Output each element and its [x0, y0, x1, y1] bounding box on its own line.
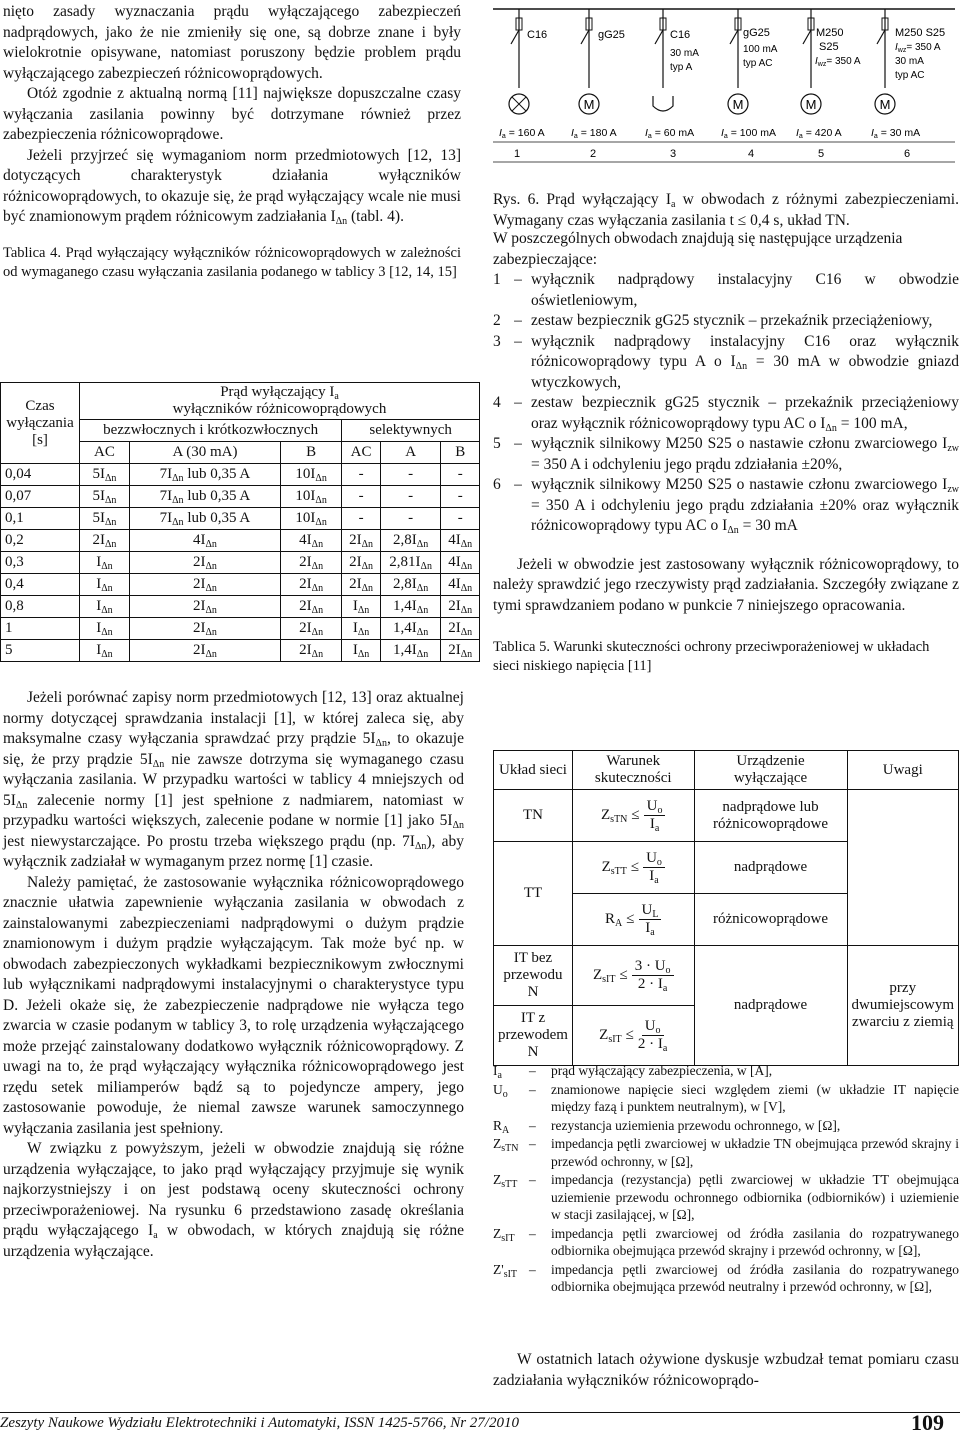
table-row — [1, 508, 480, 530]
figure-label: gG25 — [598, 29, 625, 41]
table-cell: $4I_{\Delta n}$ — [441, 574, 480, 596]
header-time: Czas wyłączania [s] — [1, 383, 80, 464]
table-cell: 1 — [1, 618, 80, 640]
table-cell: - — [441, 464, 480, 486]
table-cell: - — [380, 508, 441, 530]
figure-label: 3 — [669, 148, 677, 160]
table-cell: $I_{\Delta n}$ — [80, 552, 130, 574]
paragraph: Jeżeli przyjrzeć się wymaganiom norm przedmiotowych [12, 13] dotyczących charakterystyk działania wyłączników różnicowoprądowych, to okazuje się, że prąd wyłączający wcale nie musi być znamionowym prądem różnicowym zadziałania $I_{\Delta n}$ (tabl. 4). — [3, 146, 461, 227]
formula-ra: $R_A$ ≤ $\frac{U_L}{I_a}$ — [572, 894, 694, 946]
header-type: B — [441, 442, 480, 464]
system-tt: TT — [494, 842, 573, 946]
switch-contact — [511, 30, 519, 44]
table-cell: - — [441, 486, 480, 508]
table-cell: $7I_{\Delta n}$ lub 0,35 A — [129, 508, 280, 530]
figure-label: typ A — [670, 62, 693, 73]
figure-label: M — [583, 97, 595, 112]
table-row — [1, 530, 480, 552]
device-list — [493, 229, 959, 676]
table-5 — [493, 750, 959, 1066]
system-it-n: IT z przewodem N — [494, 1006, 573, 1066]
figure-caption: Rys. 6. Prąd wyłączający $I_a$ w obwodach z różnymi zabezpieczeniami. Wymagany czas wyłączania zasilania t ≤ 0,4 s, układ TN. — [493, 191, 959, 229]
figure-label: 100 mA — [743, 44, 778, 55]
switch-contact — [730, 30, 738, 44]
table-cell: - — [380, 464, 441, 486]
header-bezzwlocznych: bezzwłocznych i krótkozwłocznych — [80, 420, 342, 442]
table-cell: $1,4I_{\Delta n}$ — [380, 618, 441, 640]
table-cell: $5I_{\Delta n}$ — [80, 464, 130, 486]
table-cell: 0,3 — [1, 552, 80, 574]
figure-6-circuit — [493, 0, 960, 170]
left-column-bottom — [3, 688, 464, 1262]
table-cell: 0,04 — [1, 464, 80, 486]
table-cell: - — [342, 508, 381, 530]
device-tt-rcd: różnicowoprądowe — [694, 894, 847, 946]
table-cell: $2I_{\Delta n}$ — [441, 618, 480, 640]
formula-it: $Z_{sIT}$ ≤ $\frac{3 \cdot U_o}{2 \cdot I_a}$ — [572, 946, 694, 1006]
table-cell: 0,2 — [1, 530, 80, 552]
paragraph: Należy pamiętać, że zastosowanie wyłącznika różnicowoprądowego znacznie ułatwia zapewnienie wyłączania zasilania w obwodach z zainstalowanymi zabezpieczeniami nadprądowymi o dużym prądzie znamionowym i dużym prądzie wyłączającym. Tak może być np. w obwodach zabezpieczonych wykładkami bezpiecznikowym zwłocznymi lub wyłącznikami nadprądowymi instalacyjnymi o charakterystyce typu D. Jeżeli okaże się, że zabezpieczenie nadprądowe nie wyłącza tego zwarcia w czasie podanym w tablicy 3, to rolę urządzenia wyłączającego może przejąć zainstalowany dodatkowo wyłącznik różnicowoprądowy. Z uwagi na to, że prąd wyłączający wyłącznika różnicowoprądowego jest rzędu setek miliamperów bądź są to pojedyncze ampery, jego zastosowanie powoduje, że niemal zawsze warunek samoczynnego wyłączania zasilania jest spełniony. — [3, 873, 464, 1137]
table-cell: - — [380, 486, 441, 508]
figure-label: 30 mA — [670, 48, 699, 59]
system-tn: TN — [494, 790, 573, 842]
figure-label: typ AC — [743, 58, 773, 69]
list-item: 6 – wyłącznik silnikowy M250 S25 o nastawie członu zwarciowego $I_{zw} = 350$ A i odchyleniu jego prądu zdziałania ±20% oraz wyłącznik różnicowoprądowy typu AC o $I_{\Delta n} = 30$ mA — [493, 476, 959, 536]
table-cell: $I_{\Delta n}$ — [80, 574, 130, 596]
table-cell: $2,8I_{\Delta n}$ — [380, 574, 441, 596]
table-cell: $2I_{\Delta n}$ — [441, 640, 480, 662]
table5-caption: Tablica 5. Warunki skuteczności ochrony przeciwporażeniowej w układach sieci niskiego napięcia [11] — [493, 639, 930, 674]
switch-contact — [877, 30, 885, 44]
device-tt: nadprądowe — [694, 842, 847, 894]
table-cell: $10I_{\Delta n}$ — [280, 508, 341, 530]
figure-label: Ia = 180 A — [571, 127, 617, 140]
table-cell: $2I_{\Delta n}$ — [280, 596, 341, 618]
page-number: 109 — [911, 1410, 944, 1435]
figure-label: 6 — [903, 148, 911, 160]
table-cell: $I_{\Delta n}$ — [80, 596, 130, 618]
figure-label: $I_{wz}= 350$ A — [895, 42, 941, 54]
table-cell: $10I_{\Delta n}$ — [280, 486, 341, 508]
switch-contact — [655, 30, 663, 44]
figure-label: Ia = 60 mA — [645, 127, 695, 140]
legend-item: $U_o$ – znamionowe napięcie sieci względem ziemi (w układzie IT napięcie między fazą i punktem neutralnym), w [V], — [493, 1081, 959, 1114]
table-cell: 0,1 — [1, 508, 80, 530]
figure-label: M250 S25 — [895, 27, 946, 39]
figure-label: 5 — [817, 148, 825, 160]
table-cell: $2I_{\Delta n}$ — [129, 574, 280, 596]
switch-contact — [803, 30, 811, 44]
table-row — [1, 618, 480, 640]
table-row — [1, 596, 480, 618]
left-column-top — [3, 2, 461, 282]
table-cell: $2I_{\Delta n}$ — [129, 618, 280, 640]
figure-label: typ AC — [895, 70, 925, 81]
table-cell: $4I_{\Delta n}$ — [441, 530, 480, 552]
header: Warunek skuteczności — [572, 751, 694, 790]
legend-item: $Z_{sTN}$ – impedancja pętli zwarciowej w układzie TN obejmująca przewód skrajny i przewód ochronny, w [Ω], — [493, 1136, 959, 1169]
table-cell: $2I_{\Delta n}$ — [441, 596, 480, 618]
notes: przy dwumiejscowym zwarciu z ziemią — [847, 946, 958, 1066]
table-cell: 0,4 — [1, 574, 80, 596]
list-item: 3 – wyłącznik nadprądowy instalacyjny C16 oraz wyłącznik różnicowoprądowy typu A o $I_{\Delta n} = 30$ mA w obwodzie gniazd wtyczkowych, — [493, 332, 960, 391]
table-cell: $2I_{\Delta n}$ — [342, 530, 381, 552]
table-cell: $2I_{\Delta n}$ — [280, 618, 341, 640]
paragraph: W związku z powyższym, jeżeli w obwodzie znajdują się różne urządzenia wyłączające, to jako prąd wyłączający przyjmuje się wynik najkorzystniejszy i on jest podstawą oceny skuteczności ochrony przeciwporażeniowej. Na rysunku 6 przedstawiono zasadę określania prądu wyłączającego $I_a$ w obwodach, w których znajdują się różne urządzenia wyłączające. — [3, 1140, 464, 1260]
table-cell: $2I_{\Delta n}$ — [280, 552, 341, 574]
figure-label: M — [805, 97, 817, 112]
list-intro: W poszczególnych obwodach znajdują się następujące urządzenia zabezpieczające: — [493, 230, 903, 268]
formula-it-n: $Z_{sIT}$ ≤ $\frac{U_o}{2 \cdot I_a}$ — [572, 1006, 694, 1066]
list-item: 4 – zestaw bezpiecznik gG25 stycznik – przekaźnik przeciążeniowy oraz wyłącznik różnicowoprądowy typu AC o $I_{\Delta n} = 100$ mA, — [493, 394, 959, 434]
journal-footer: Zeszyty Naukowe Wydziału Elektrotechniki i Automatyki, ISSN 1425-5766, Nr 27/2010 — [0, 1415, 519, 1431]
header: Urządzenie wyłączające — [694, 751, 847, 790]
table4-caption: Tablica 4. Prąd wyłączający wyłączników różnicowoprądowych w zależności od wymaganego czasu wyłączania zasilania podanego w tablicy 3 [12, 14, 15] — [3, 244, 461, 280]
table-cell: $2I_{\Delta n}$ — [80, 530, 130, 552]
table-4 — [0, 382, 480, 662]
header: Układ sieci — [494, 751, 573, 790]
table-cell: $5I_{\Delta n}$ — [80, 486, 130, 508]
table-cell: - — [342, 486, 381, 508]
footer-rule — [0, 1412, 960, 1413]
paragraph: Jeżeli porównać zapisy norm przedmiotowych [12, 13] oraz aktualnej normy dotyczącej sprawdzania instalacji [1], w której zaleca się, aby maksymalne czasy wyłączania sprawdzać przy prądzie $5I_{\Delta n}$, to okazuje się, że przy prądzie $5I_{\Delta n}$ nie zawsze dotrzyma się wymaganego czasu wyłączania zasilania. W przypadku wartości w tablicy 4 mniejszych od $5I_{\Delta n}$ zalecenie normy [1] jest spełnione z nadmiarem, natomiast w przypadku wartości większych, zalecenie podane w normie [1] jako $5I_{\Delta n}$ jest niewystarczające. Po prostu trzeba większego prądu (np. $7I_{\Delta n}$), aby wyłącznik zadziałał w wymaganym przez normę [1] czasie. — [3, 689, 464, 870]
paragraph: Otóż zgodnie z aktualną normą [11] największe dopuszczalne czasy wyłączania zasilania powinny być dotrzymane również przez zabezpieczenia różnicowoprądowe. — [3, 85, 461, 143]
socket-icon — [653, 96, 673, 111]
table-cell: $2,8I_{\Delta n}$ — [380, 530, 441, 552]
table-cell: - — [441, 508, 480, 530]
table-row — [1, 464, 480, 486]
figure-label: M — [732, 97, 744, 112]
figure-label: Ia = 30 mA — [871, 127, 921, 140]
header-type: B — [280, 442, 341, 464]
legend-item: $Z_{sTT}$ – impedancja (rezystancja) pętli zwarciowej w układzie TT obejmująca uziemienie przewodu ochronnego odbiornika (odbiorników) i uziemienie w stacji zasilającej, w [Ω], — [493, 1172, 959, 1222]
formula-tn: $Z_{sTN}$ ≤ $\frac{U_o}{I_a}$ — [572, 790, 694, 842]
table-cell: - — [342, 464, 381, 486]
system-it: IT bez przewodu N — [494, 946, 573, 1006]
figure-label: M250 — [816, 27, 844, 39]
figure-label: 4 — [747, 148, 755, 160]
right-column-end: W ostatnich latach ożywione dyskusje wzbudzał temat pomiaru czasu zadziałania wyłączników różnicowoprądo- — [493, 1351, 959, 1389]
table-cell: 0,07 — [1, 486, 80, 508]
paragraph: nięto zasady wyznaczania prądu wyłączającego zabezpieczeń nadprądowych, jako że nie zmieniły się one, są dobrze znane i były wielokrotnie opisywane, natomiast poruszony będzie problem prądu wyłączającego zabezpieczeń różnicowoprądowych. — [3, 3, 461, 82]
table-cell: $7I_{\Delta n}$ lub 0,35 A — [129, 486, 280, 508]
table-cell: $I_{\Delta n}$ — [80, 618, 130, 640]
legend-item: $Z_{sIT}$ – impedancja pętli zwarciowej od źródła zasilania do rozpatrywanego odbiornika obejmująca przewód skrajny i przewód ochronny, w [Ω], — [493, 1225, 959, 1258]
header-selektywnych: selektywnych — [342, 420, 480, 442]
table-row — [1, 486, 480, 508]
paragraph: Jeżeli w obwodzie jest zastosowany wyłącznik różnicowoprądowy, to należy sprawdzić jego rzeczywisty prąd zadziałania. Szczegóły związane z tymi sprawdzaniem podano w punkcie 7 niniejszego opracowania. — [493, 555, 959, 614]
table-cell: $2I_{\Delta n}$ — [342, 574, 381, 596]
figure-label: $I_{wz}= 350$ A — [815, 56, 861, 68]
device-tn: nadprądowe lub różnicowoprądowe — [694, 790, 847, 842]
table-cell: $I_{\Delta n}$ — [342, 640, 381, 662]
table-cell: $2I_{\Delta n}$ — [280, 574, 341, 596]
table-cell: $2I_{\Delta n}$ — [342, 552, 381, 574]
legend-item: $R_A$ – rezystancja uziemienia przewodu ochronnego, w [Ω], — [493, 1117, 841, 1136]
table-cell: $4I_{\Delta n}$ — [441, 552, 480, 574]
table-cell: 5 — [1, 640, 80, 662]
table-cell: $4I_{\Delta n}$ — [129, 530, 280, 552]
legend — [493, 1062, 959, 1297]
figure-label: C16 — [527, 29, 548, 41]
table-cell: $7I_{\Delta n}$ lub 0,35 A — [129, 464, 280, 486]
list-item: 2 – zestaw bezpiecznik gG25 stycznik – przekaźnik przeciążeniowy, — [493, 312, 933, 329]
table-cell: $I_{\Delta n}$ — [342, 596, 381, 618]
table-cell: $2I_{\Delta n}$ — [129, 640, 280, 662]
legend-item: $I_a$ – prąd wyłączający zabezpieczenia, w [A], — [493, 1063, 773, 1081]
list-item: 5 – wyłącznik silnikowy M250 S25 o nastawie członu zwarciowego $I_{zw} = 350$ A i odchyleniu jego prądu zdziałania ±20%, — [493, 435, 959, 473]
legend-item: $Z'_{sIT}$ – impedancja pętli zwarciowej od źródła zasilania do rozpatrywanego odbiornika obejmująca przewód neutralny i przewód ochronny, w [Ω], — [493, 1261, 959, 1294]
table-cell: $I_{\Delta n}$ — [80, 640, 130, 662]
table-cell: 0,8 — [1, 596, 80, 618]
figure-label: S25 — [819, 41, 839, 53]
table-cell: $2,81I_{\Delta n}$ — [380, 552, 441, 574]
figure-label: M — [879, 97, 891, 112]
table-cell: $1,4I_{\Delta n}$ — [380, 596, 441, 618]
table-cell: $2I_{\Delta n}$ — [129, 552, 280, 574]
header: Uwagi — [847, 751, 958, 790]
figure-label: 30 mA — [895, 56, 924, 67]
header-type: A — [380, 442, 441, 464]
table-cell: $5I_{\Delta n}$ — [80, 508, 130, 530]
table-cell: $2I_{\Delta n}$ — [129, 596, 280, 618]
header-type: AC — [342, 442, 381, 464]
figure-label: Ia = 420 A — [796, 127, 842, 140]
table-cell: $I_{\Delta n}$ — [342, 618, 381, 640]
header-type: A (30 mA) — [129, 442, 280, 464]
formula-tt: $Z_{sTT}$ ≤ $\frac{U_o}{I_a}$ — [572, 842, 694, 894]
figure-label: 2 — [589, 148, 597, 160]
table-cell: $4I_{\Delta n}$ — [280, 530, 341, 552]
switch-contact — [581, 30, 589, 44]
table-cell: $10I_{\Delta n}$ — [280, 464, 341, 486]
header-type: AC — [80, 442, 130, 464]
list-item: 1 – wyłącznik nadprądowy instalacyjny C16 w obwodzie oświetleniowym, — [493, 271, 959, 309]
device-it: nadprądowe — [694, 946, 847, 1066]
figure-label: Ia = 100 mA — [721, 127, 776, 140]
header-current: Prąd wyłączający $I_a$ wyłączników różnicowoprądowych — [80, 383, 480, 420]
table-row — [1, 640, 480, 662]
figure-label: 1 — [513, 148, 521, 160]
table-row — [1, 574, 480, 596]
figure-label: gG25 — [743, 27, 770, 39]
table-row — [1, 552, 480, 574]
figure-label: Ia = 160 A — [499, 127, 545, 140]
table-cell: $2I_{\Delta n}$ — [280, 640, 341, 662]
figure-label: C16 — [670, 29, 691, 41]
table-cell: $1,4I_{\Delta n}$ — [380, 640, 441, 662]
